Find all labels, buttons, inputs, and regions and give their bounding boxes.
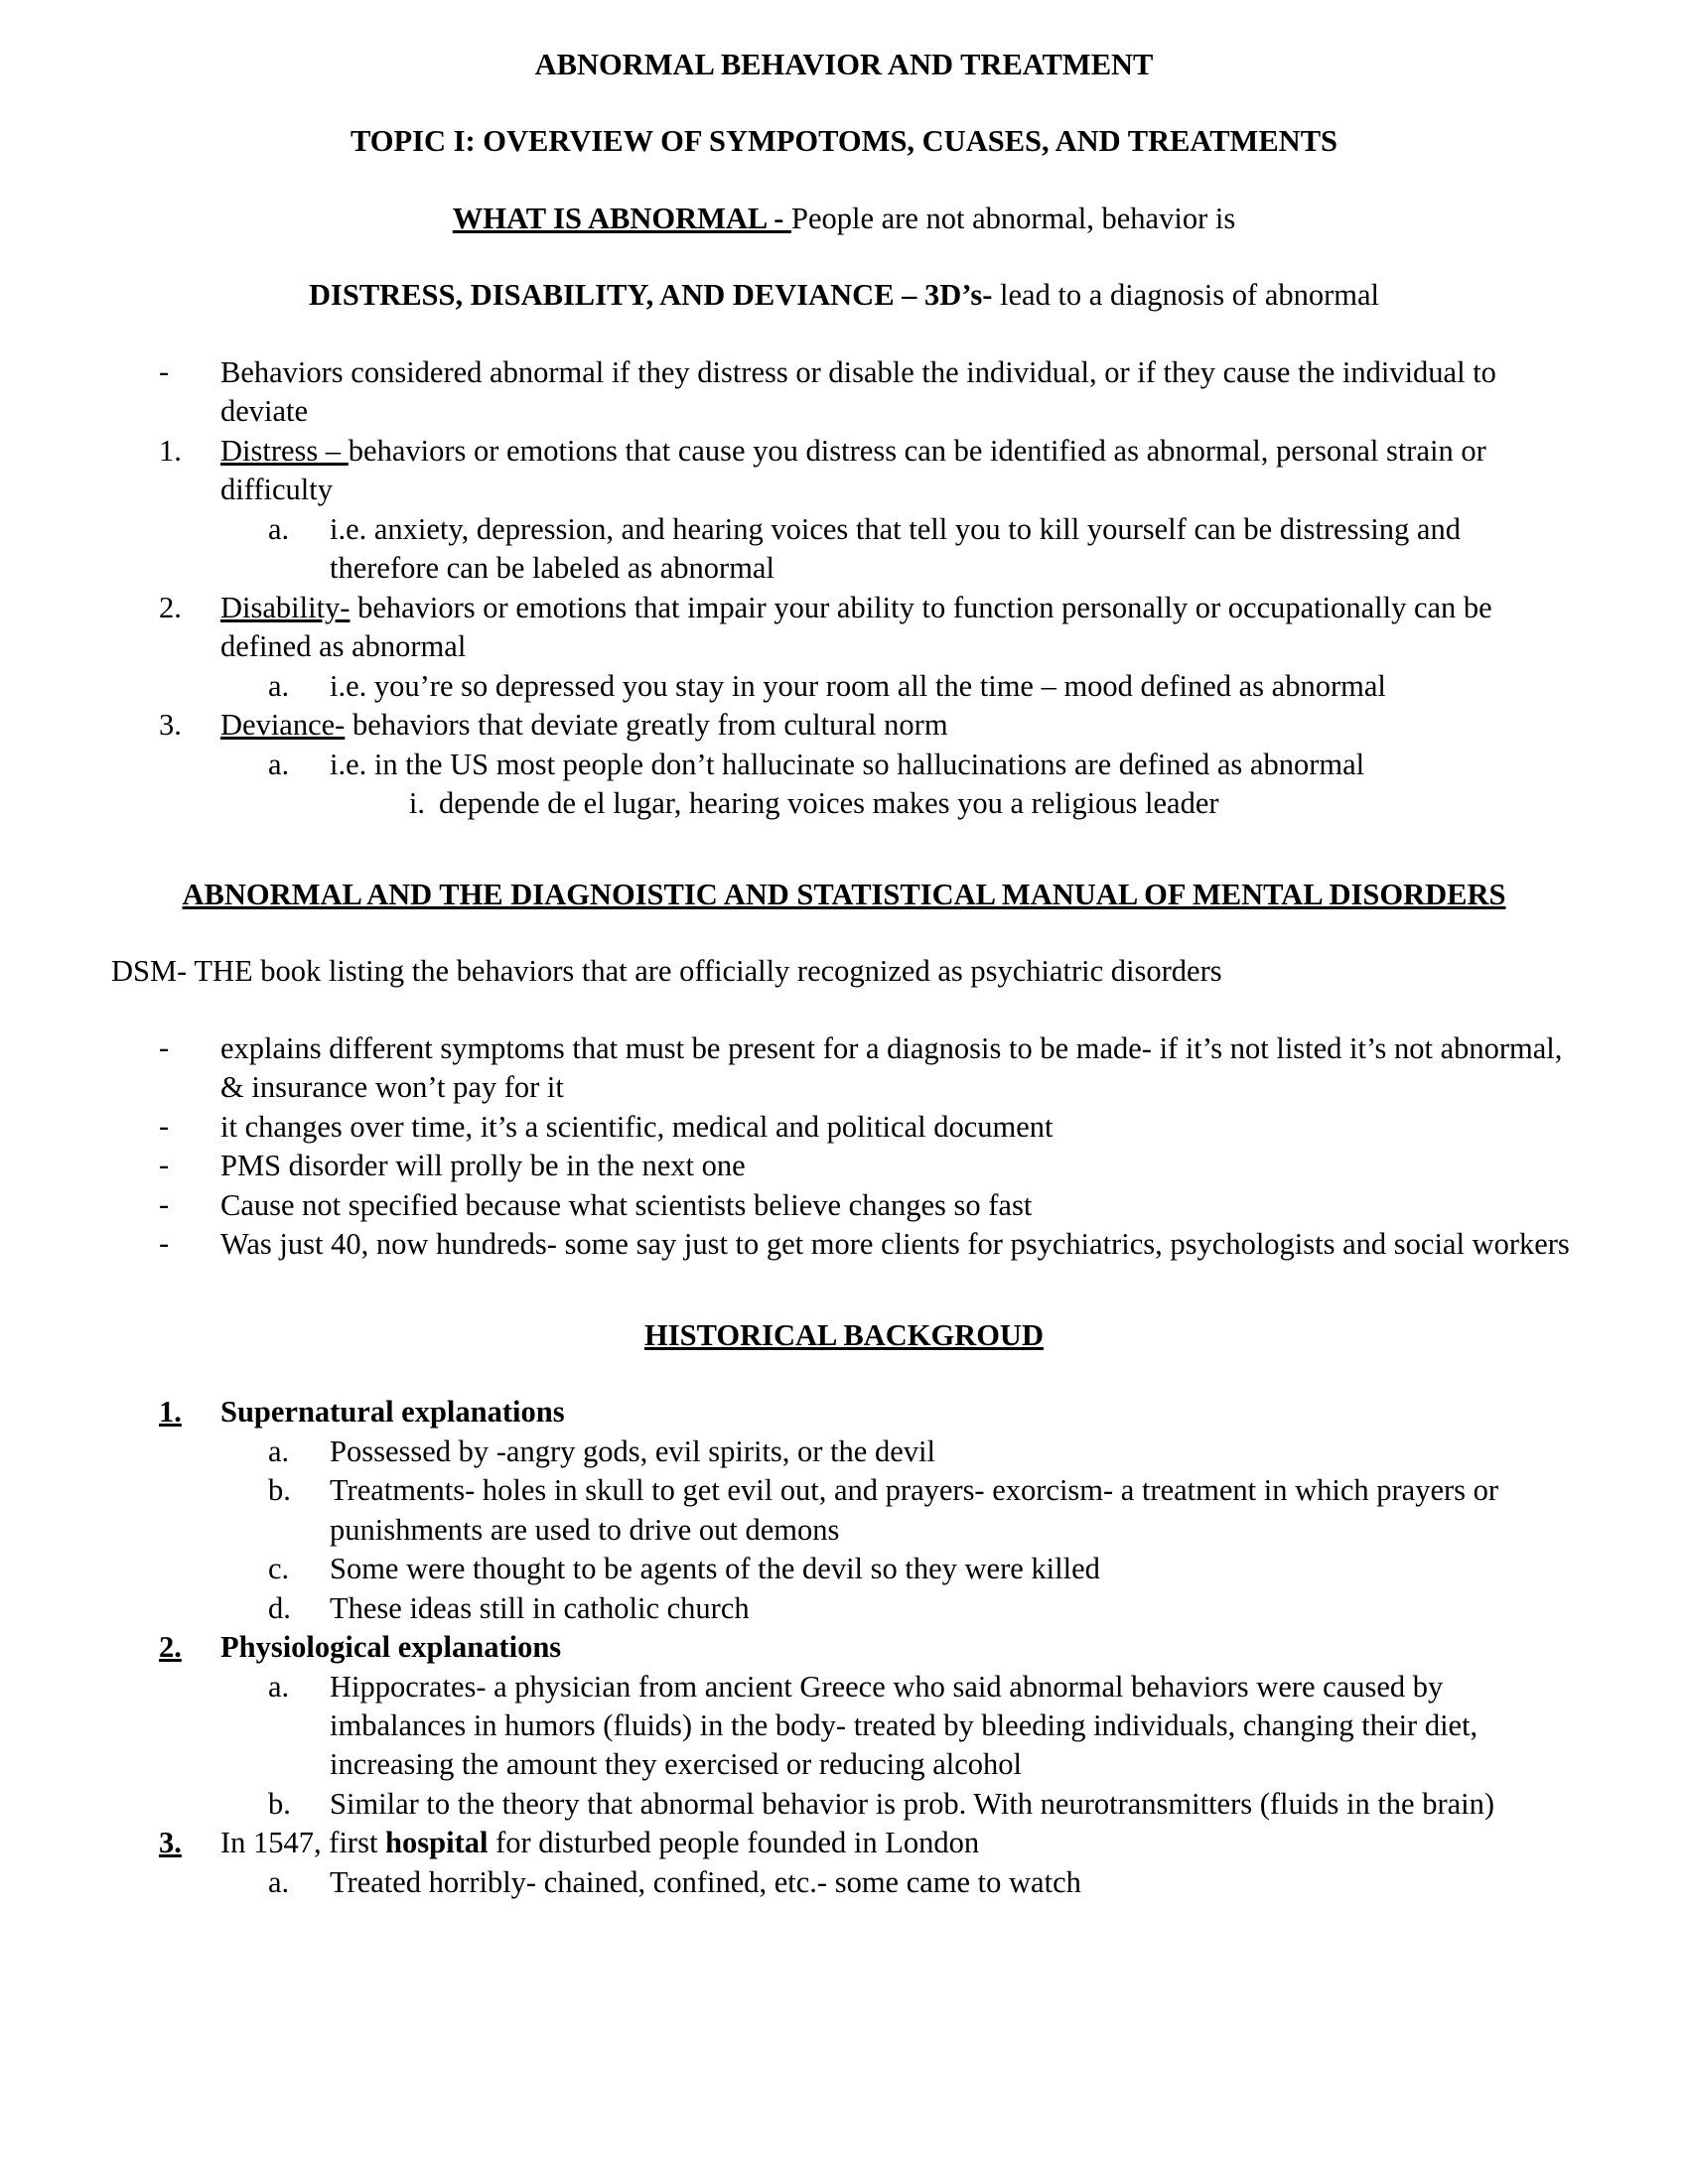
list-item-text: i.e. you’re so depressed you stay in your room all the time – mood defined as abnormal	[330, 668, 1386, 703]
dash-bullet-icon: -	[159, 1186, 170, 1221]
dash-bullet-icon: -	[159, 1029, 170, 1064]
list-item-text: Behaviors considered abnormal if they distress or disable the individual, or if they cause the individual to deviate	[220, 354, 1496, 429]
spacer	[111, 84, 1577, 122]
list-item-emphasis: hospital	[385, 1826, 489, 1860]
list-marker: a.	[268, 747, 290, 781]
what-is-abnormal-heading	[111, 200, 1577, 238]
list-item	[111, 1668, 1577, 1785]
spacer	[111, 1355, 1577, 1393]
spacer	[111, 824, 1577, 876]
list-marker: 1.	[159, 1395, 182, 1430]
document-subtitle	[111, 122, 1577, 161]
list-marker: 3.	[159, 1826, 182, 1860]
list-item-text: i.e. in the US most people don’t hallucinate so hallucinations are defined as abnormal	[330, 747, 1365, 781]
list-item	[111, 1628, 1577, 1667]
list-marker: 2.	[159, 1630, 182, 1665]
list-item-text: behaviors or emotions that cause you distress can be identified as abnormal, personal strain or difficulty	[220, 433, 1486, 507]
spacer	[111, 316, 1577, 353]
list-item-text: behaviors or emotions that impair your ability to function personally or occupationally can be defined as abnormal	[220, 590, 1492, 664]
spacer	[111, 238, 1577, 276]
list-item-text: explains different symptoms that must be present for a diagnosis to be made- if it’s not listed it’s not abnormal, & insurance won’t pay for it	[220, 1030, 1563, 1105]
list-item	[111, 1863, 1577, 1902]
what-is-abnormal-label: WHAT IS ABNORMAL -	[452, 201, 791, 235]
list-item	[111, 667, 1577, 706]
list-item-text-pre: In 1547, first	[220, 1826, 386, 1860]
dsm-section-heading	[111, 876, 1577, 914]
what-is-abnormal-text: People are not abnormal, behavior is	[791, 201, 1236, 235]
list-item-text: Possessed by -angry gods, evil spirits, or the devil	[330, 1433, 935, 1468]
list-marker: 2.	[159, 590, 182, 624]
historical-list	[111, 1393, 1577, 1902]
list-item	[111, 1393, 1577, 1432]
dsm-section-heading-text: ABNORMAL AND THE DIAGNOISTIC AND STATISTICAL MANUAL OF MENTAL DISORDERS	[182, 877, 1506, 911]
spacer	[111, 992, 1577, 1029]
list-item-text: Was just 40, now hundreds- some say just to get more clients for psychiatrics, psychologists and social workers	[220, 1227, 1570, 1262]
list-marker: 3.	[159, 708, 182, 743]
list-item-text: it changes over time, it’s a scientific, medical and political document	[220, 1109, 1054, 1144]
list-marker: 1.	[159, 433, 182, 468]
list-item-text: Hippocrates- a physician from ancient Greece who said abnormal behaviors were caused by imbalances in humors (fluids) in the body- treated by bleeding individuals, changing their diet, increasing the amount they exercised or reducing alcohol	[330, 1669, 1478, 1782]
list-marker: c.	[268, 1552, 290, 1586]
dsm-intro-paragraph: DSM- THE book listing the behaviors that are officially recognized as psychiatric disorders	[111, 954, 1222, 989]
three-ds-label: DISTRESS, DISABILITY, AND DEVIANCE – 3D’s-	[308, 278, 993, 313]
spacer	[111, 914, 1577, 952]
list-item	[111, 1147, 1577, 1185]
list-item-title: Physiological explanations	[220, 1630, 562, 1665]
list-item	[111, 1186, 1577, 1225]
list-item-text: Cause not specified because what scientists believe changes so fast	[220, 1187, 1033, 1222]
document-title	[111, 46, 1577, 84]
list-marker: a.	[268, 668, 290, 703]
list-item	[111, 1029, 1577, 1108]
list-item-text: Treatments- holes in skull to get evil out, and prayers- exorcism- a treatment in which prayers or punishments are used to drive out demons	[330, 1473, 1499, 1547]
document-body	[111, 46, 1577, 1902]
list-marker: i.	[408, 786, 425, 821]
list-item	[111, 1433, 1577, 1471]
historical-section-heading-text: HISTORICAL BACKGROUD	[644, 1317, 1044, 1352]
three-ds-list	[111, 353, 1577, 824]
list-marker: a.	[268, 511, 290, 546]
list-item	[111, 746, 1577, 784]
list-item-text: These ideas still in catholic church	[330, 1590, 750, 1625]
list-marker: d.	[268, 1590, 291, 1625]
list-item	[111, 589, 1577, 667]
list-item-term: Disability-	[220, 590, 351, 624]
list-item-text: depende de el lugar, hearing voices makes you a religious leader	[439, 786, 1219, 821]
list-marker: a.	[268, 1864, 290, 1899]
list-item-text: Treated horribly- chained, confined, etc.- some came to watch	[330, 1864, 1081, 1899]
list-item	[111, 432, 1577, 510]
dash-bullet-icon: -	[159, 1108, 170, 1143]
list-marker: b.	[268, 1473, 291, 1508]
dash-bullet-icon: -	[159, 353, 170, 388]
document-subtitle-text: TOPIC I: OVERVIEW OF SYMPOTOMS, CUASES, AND TREATMENTS	[350, 124, 1338, 159]
list-item-text: Similar to the theory that abnormal behavior is prob. With neurotransmitters (fluids in the brain)	[330, 1786, 1495, 1821]
list-item-text: i.e. anxiety, depression, and hearing voices that tell you to kill yourself can be distressing and therefore can be labeled as abnormal	[330, 511, 1461, 586]
document-title-text: ABNORMAL BEHAVIOR AND TREATMENT	[534, 48, 1154, 81]
three-ds-heading	[111, 276, 1577, 315]
dsm-bullet-list	[111, 1029, 1577, 1265]
list-item	[111, 1225, 1577, 1264]
list-item-text: Some were thought to be agents of the devil so they were killed	[330, 1552, 1100, 1586]
list-item	[111, 1589, 1577, 1628]
list-item	[111, 1108, 1577, 1147]
list-item	[111, 706, 1577, 745]
list-item	[111, 784, 1577, 823]
dash-bullet-icon: -	[159, 1148, 170, 1182]
list-item-term: Distress –	[220, 433, 349, 468]
list-item	[111, 353, 1577, 432]
dash-bullet-icon: -	[159, 1226, 170, 1261]
list-item	[111, 510, 1577, 589]
list-item	[111, 1785, 1577, 1824]
list-item	[111, 1471, 1577, 1550]
list-item-term: Deviance-	[220, 708, 346, 743]
list-item	[111, 1824, 1577, 1862]
spacer	[111, 1265, 1577, 1316]
list-item-text-post: for disturbed people founded in London	[488, 1826, 980, 1860]
historical-section-heading	[111, 1316, 1577, 1355]
list-item	[111, 1550, 1577, 1588]
list-item-title: Supernatural explanations	[220, 1395, 565, 1430]
list-marker: a.	[268, 1669, 290, 1704]
three-ds-text: lead to a diagnosis of abnormal	[992, 278, 1380, 313]
list-item-text: behaviors that deviate greatly from cultural norm	[345, 708, 948, 743]
list-marker: a.	[268, 1433, 290, 1468]
list-item-text: PMS disorder will prolly be in the next one	[220, 1149, 746, 1183]
list-marker: b.	[268, 1786, 291, 1821]
spacer	[111, 162, 1577, 200]
